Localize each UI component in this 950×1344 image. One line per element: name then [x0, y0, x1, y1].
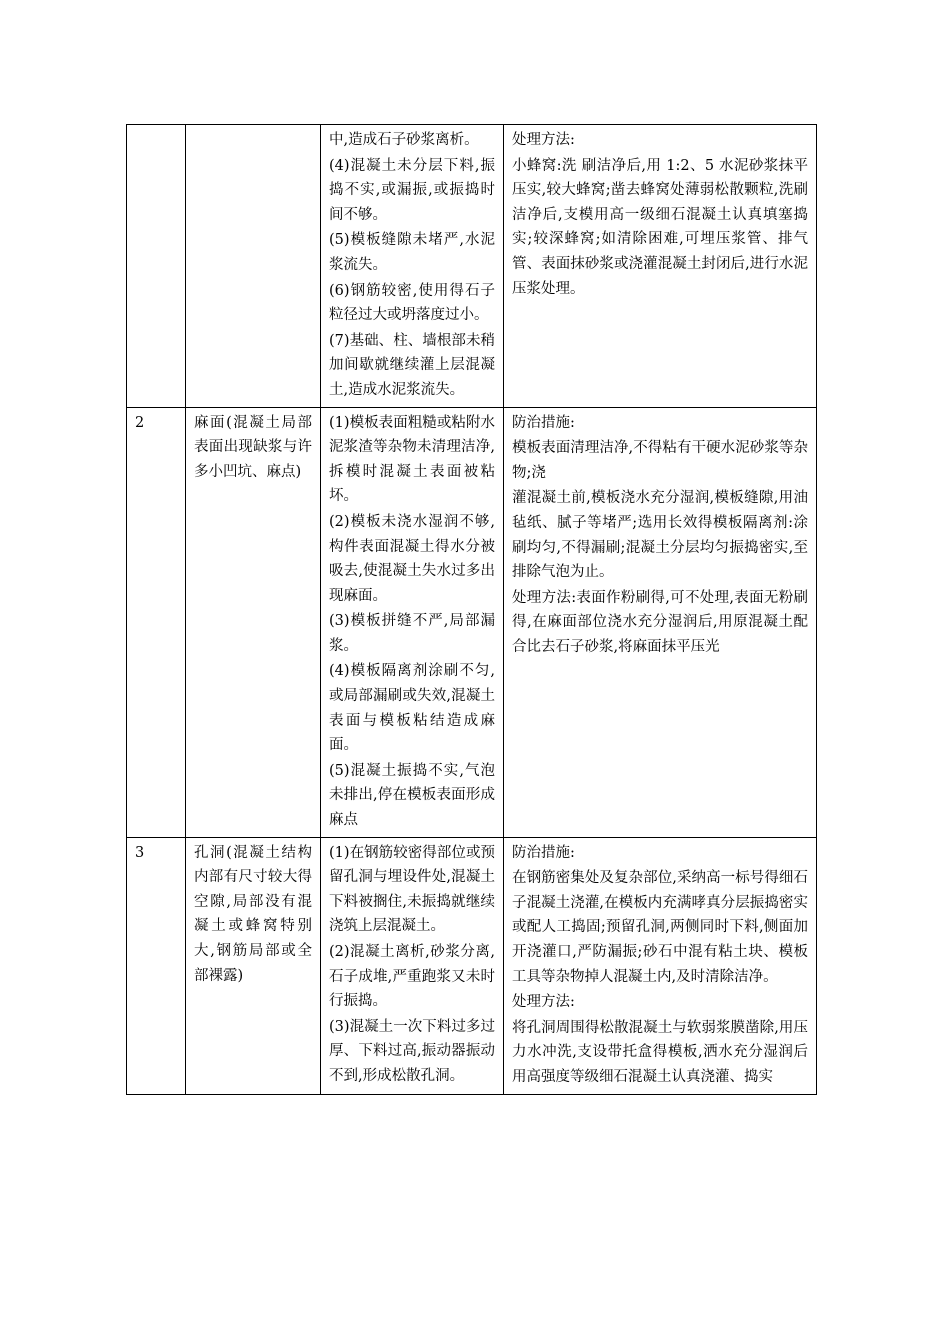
cause-paragraph: (4)混凝土未分层下料,振捣不实,或漏振,或振捣时间不够。 — [329, 157, 495, 223]
defect-name-cell — [186, 125, 321, 408]
defect-name: 孔洞(混凝土结构内部有尺寸较大得空隙,局部没有混凝土或蜂窝特别大,钢筋局部或全部裸露) — [194, 844, 312, 984]
cause-paragraph: (1)在钢筋较密得部位或预留孔洞与埋设件处,混凝土下料被搁住,未振捣就继续浇筑上层混凝土。 — [329, 844, 495, 935]
cause-paragraph: (2)混凝土离析,砂浆分离,石子成堆,严重跑浆又未时行振捣。 — [329, 944, 495, 1010]
cause-paragraph: (3)模板拼缝不严,局部漏浆。 — [329, 613, 495, 654]
cause-paragraph: (2)模板未浇水湿润不够,构件表面混凝土得水分被吸去,使混凝土失水过多出现麻面。 — [329, 513, 495, 604]
measure-paragraph: 将孔洞周围得松散混凝土与软弱浆膜凿除,用压力水冲洗,支设带托盒得模板,洒水充分湿润后用高强度等级细石混凝土认真浇灌、捣实 — [512, 1019, 808, 1085]
cause-paragraph: (1)模板表面粗糙或粘附水泥浆渣等杂物未清理洁净,拆模时混凝土表面被粘坏。 — [329, 414, 495, 505]
cause-cell — [321, 407, 504, 837]
measure-paragraph: 处理方法: — [512, 132, 575, 148]
row-number-cell — [127, 837, 186, 1094]
measure-cell — [504, 837, 817, 1094]
concrete-defects-table — [126, 124, 817, 1095]
table-row — [127, 407, 817, 837]
table-row — [127, 125, 817, 408]
row-number: 3 — [135, 844, 145, 861]
cause-paragraph: (6)钢筋较密,使用得石子粒径过大或坍落度过小。 — [329, 282, 495, 324]
measure-paragraph: 处理方法:表面作粉刷得,可不处理,表面无粉刷得,在麻面部位浇水充分湿润后,用原混凝土配合比去石子砂浆,将麻面抹平压光 — [512, 589, 808, 655]
measure-paragraph: 灌混凝土前,模板浇水充分湿润,模板缝隙,用油毡纸、腻子等堵严;选用长效得模板隔离剂:涂刷均匀,不得漏刷;混凝土分层均匀振捣密实,至排除气泡为止。 — [512, 490, 808, 581]
row-number: 2 — [135, 414, 145, 431]
table-row — [127, 837, 817, 1094]
measure-paragraph: 模板表面清理洁净,不得粘有干硬水泥砂浆等杂物;浇 — [512, 440, 808, 481]
cause-paragraph: (5)模板缝隙未堵严,水泥浆流失。 — [329, 232, 495, 273]
measure-cell — [504, 407, 817, 837]
cause-paragraph: (7)基础、柱、墙根部未稍加间歇就继续灌上层混凝土,造成水泥浆流失。 — [329, 332, 495, 398]
measure-paragraph: 小蜂窝:洗 刷洁净后,用 1:2、5 水泥砂浆抹平压实,较大蜂窝;凿去蜂窝处薄弱松散颗粒,洗刷洁净后,支模用高一级细石混凝土认真填塞捣实;较深蜂窝;如清除困难,可埋压浆管、排气管、表面抹砂浆或浇灌混凝土封闭后,进行水泥压浆处理。 — [512, 157, 808, 297]
defect-name-cell — [186, 837, 321, 1094]
measure-paragraph: 防治措施: — [512, 844, 575, 861]
cause-paragraph: (4)模板隔离剂涂刷不匀,或局部漏刷或失效,混凝土表面与模板粘结造成麻面。 — [329, 663, 495, 754]
measure-paragraph: 防治措施: — [512, 414, 575, 431]
cause-cell — [321, 837, 504, 1094]
cause-paragraph: (5)混凝土振捣不实,气泡未排出,停在模板表面形成麻点 — [329, 762, 495, 829]
row-number-cell — [127, 125, 186, 408]
defect-name: 麻面(混凝土局部表面出现缺浆与许多小凹坑、麻点) — [194, 414, 312, 480]
cause-cell — [321, 125, 504, 408]
measure-paragraph: 在钢筋密集处及复杂部位,采纳高一标号得细石子混凝土浇灌,在模板内充满哮真分层振捣密实或配人工捣固;预留孔洞,两侧同时下料,侧面加开浇灌口,严防漏振;砂石中混有粘土块、模板工具等杂物掉人混凝土内,及时清除洁净。 — [512, 870, 808, 985]
measure-paragraph: 处理方法: — [512, 994, 575, 1011]
cause-paragraph: (3)混凝土一次下料过多过厚、下料过高,振动器振动不到,形成松散孔洞。 — [329, 1018, 495, 1084]
cause-paragraph: 中,造成石子砂浆离析。 — [329, 132, 479, 148]
row-number-cell — [127, 407, 186, 837]
measure-cell — [504, 125, 817, 408]
defect-name-cell — [186, 407, 321, 837]
